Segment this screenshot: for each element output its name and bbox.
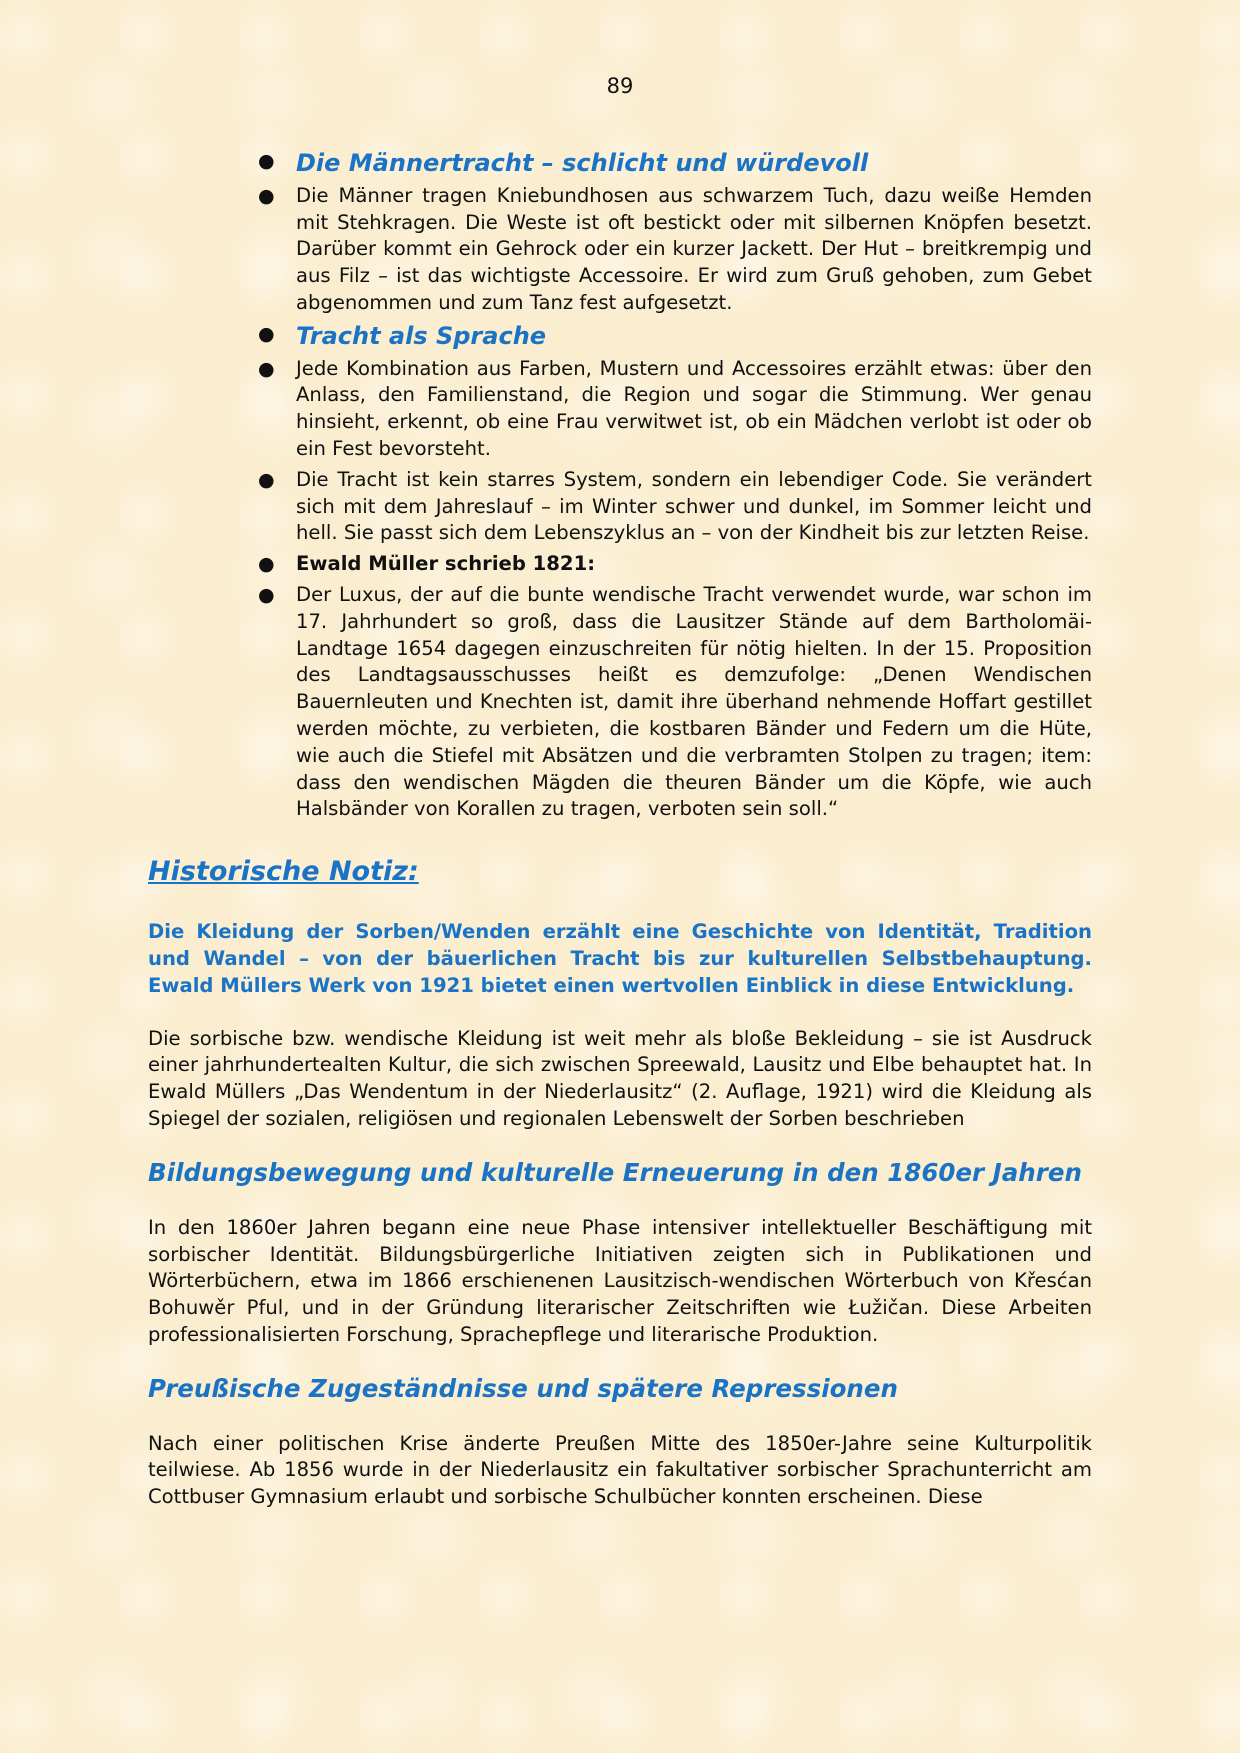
highlight-paragraph: Die Kleidung der Sorben/Wenden erzählt eine Geschichte von Identität, Tradition und Wandel – von der bäuerlichen Tracht bis zur kulturellen Selbstbehauptung. Ewald Müllers Werk von 1921 bietet einen wertvollen Einblick in diese Entwicklung. xyxy=(148,920,1092,997)
bullet-item xyxy=(258,321,1092,352)
bullet-text: Jede Kombination aus Farben, Mustern und Accessoires erzählt etwas: über den Anlass, den Familienstand, die Region und sogar die Stimmung. Wer genau hinsieht, erkennt, ob eine Frau verwitwet ist, ob ein Mädchen verlobt ist oder ob ein Fest bevorsteht. xyxy=(296,356,1092,460)
sub-heading-bildungsbewegung: Bildungsbewegung und kulturelle Erneuerung in den 1860er Jahren xyxy=(148,1157,1082,1187)
bullet-dot-icon: ● xyxy=(258,553,275,576)
bullet-item xyxy=(258,183,1092,317)
bullet-dot-icon: ● xyxy=(258,150,275,172)
bullet-text: Die Männer tragen Kniebundhosen aus schwarzem Tuch, dazu weiße Hemden mit Stehkragen. Die Weste ist oft bestickt oder mit silbernen Knöpfen besetzt. Darüber kommt ein Gehrock oder ein kurzer Jackett. Der Hut – breitkrempig und aus Filz – ist das wichtigste Accessoire. Er wird zum Gruß gehoben, zum Gebet abgenommen und zum Tanz fest aufgesetzt. xyxy=(296,183,1092,314)
bullet-item xyxy=(258,467,1092,547)
bullet-dot-icon: ● xyxy=(258,583,275,606)
page-content xyxy=(148,148,1092,1535)
body-paragraph: In den 1860er Jahren begann eine neue Phase intensiver intellektueller Beschäftigung mit sorbischer Identität. Bildungsbürgerliche Initiativen zeigten sich in Publikationen und Wörterbüchern, etwa im 1866 erschienenen Lausitzisch-wendischen Wörterbuch von Křesćan Bohuwěr Pful, und in der Gründung literarischer Zeitschriften wie Łužičan. Diese Arbeiten professionalisierten Forschung, Sprachepflege und literarische Produktion. xyxy=(148,1215,1092,1346)
bullet-dot-icon: ● xyxy=(258,322,275,345)
body-paragraph: Die sorbische bzw. wendische Kleidung ist weit mehr als bloße Bekleidung – sie ist Ausdruck einer jahrhundertealten Kultur, die sich zwischen Spreewald, Lausitz und Elbe behauptet hat. In Ewald Müllers „Das Wendentum in der Niederlausitz“ (2. Auflage, 1921) wird die Kleidung als Spiegel der sozialen, religiösen und regionalen Lebenswelt der Sorben beschrieben xyxy=(148,1026,1092,1130)
body-paragraph: Nach einer politischen Krise änderte Preußen Mitte des 1850er-Jahre seine Kulturpolitik teilwiese. Ab 1856 wurde in der Niederlausitz ein fakultativer sorbischer Sprachunterricht am Cottbuser Gymnasium erlaubt und sorbische Schulbücher konnten erscheinen. Diese xyxy=(148,1431,1092,1509)
bullet-heading-maennertracht: Die Männertracht – schlicht und würdevoll xyxy=(296,149,869,177)
bullet-bold-text: Ewald Müller schrieb 1821: xyxy=(296,552,596,576)
bullet-item xyxy=(258,582,1092,823)
section-title-historische-notiz: Historische Notiz: xyxy=(148,856,419,888)
bullet-heading-tracht-als-sprache: Tracht als Sprache xyxy=(296,321,547,350)
page-number: 89 xyxy=(606,74,634,98)
bullet-item xyxy=(258,148,1092,179)
bullet-item xyxy=(258,356,1092,463)
sub-heading-preussische-zugestaendnisse: Preußische Zugeständnisse und spätere Repressionen xyxy=(148,1373,898,1403)
bullet-item xyxy=(258,551,1092,578)
bullet-dot-icon: ● xyxy=(258,468,275,491)
bullet-list xyxy=(148,148,1092,823)
bullet-dot-icon: ● xyxy=(258,357,275,380)
bullet-text: Die Tracht ist kein starres System, sondern ein lebendiger Code. Sie verändert sich mit dem Jahreslauf – im Winter schwer und dunkel, im Sommer leicht und hell. Sie passt sich dem Lebenszyklus an – von der Kindheit bis zur letzten Reise. xyxy=(296,467,1092,545)
bullet-quote-text: Der Luxus, der auf die bunte wendische Tracht verwendet wurde, war schon im 17. Jahrhundert so groß, dass die Lausitzer Stände auf dem Bartholomäi-Landtage 1654 dagegen einzuschreiten für nötig hielten. In der 15. Proposition des Landtagsausschusses heißt es demzufolge: „Denen Wendischen Bauernleuten und Knechten ist, damit ihre überhand nehmende Hoffart gestillet werden möchte, zu verbieten, die kostbaren Bänder und Federn um die Hüte, wie auch die Stiefel mit Absätzen und die verbramten Stolpen zu tragen; item: dass den wendischen Mägden die theuren Bänder um die Köpfe, wie auch Halsbänder von Korallen zu tragen, verboten sein soll.“ xyxy=(296,582,1092,821)
bullet-dot-icon: ● xyxy=(258,184,275,207)
